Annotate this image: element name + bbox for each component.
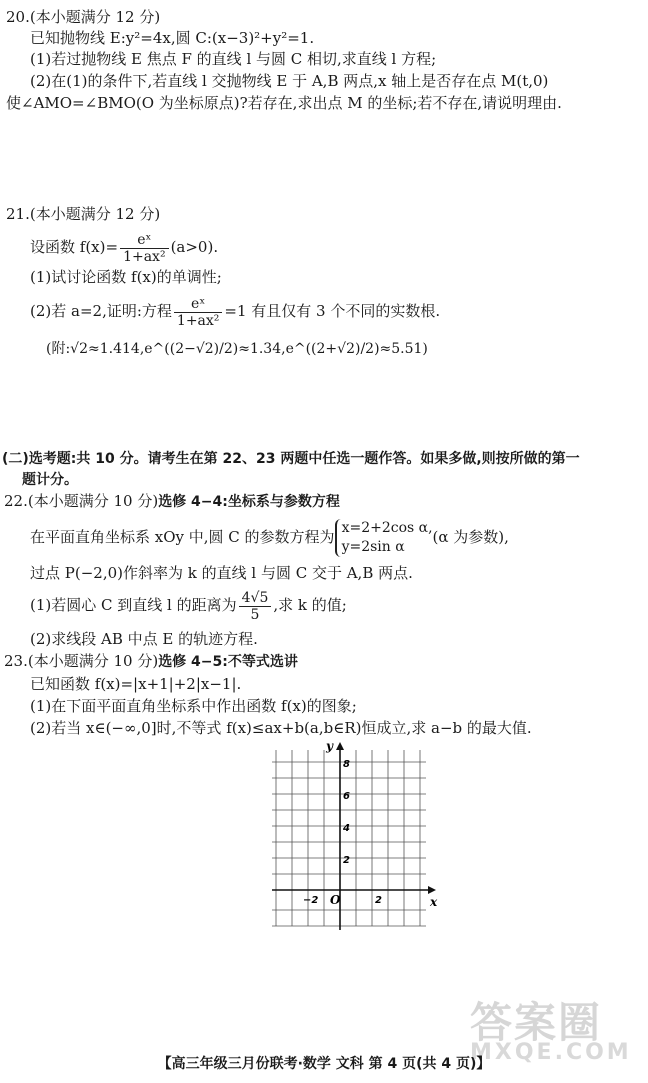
q22-fraction xyxy=(239,590,272,623)
q22-line1-pre: 在平面直角坐标系 xOy 中,圆 C 的参数方程为 xyxy=(30,528,335,546)
x-tick-neg2: −2 xyxy=(303,895,319,906)
q23-heading-topic: 选修 4−5:不等式选讲 xyxy=(158,654,298,670)
section2-line2: 题计分。 xyxy=(22,472,78,488)
q22-line4: (2)求线段 AB 中点 E 的轨迹方程. xyxy=(30,630,258,648)
y-tick-2: 2 xyxy=(343,855,350,866)
watermark-logo: 答案圈 xyxy=(470,998,603,1047)
q21-heading: 21.(本小题满分 12 分) xyxy=(6,205,161,223)
q20-line3: (2)在(1)的条件下,若直线 l 交抛物线 E 于 A,B 两点,x 轴上是否存在点 M(t,0) xyxy=(30,72,549,90)
y-tick-8: 8 xyxy=(343,759,350,770)
q21-line3 xyxy=(30,292,440,330)
y-axis-arrow xyxy=(336,742,344,750)
q21-appendix: (附:√2≈1.414,e^((2−√2)/2)≈1.34,e^((2+√2)/2)≈5.51) xyxy=(46,341,428,357)
y-tick-4: 4 xyxy=(343,823,350,834)
section2-line1: (二)选考题:共 10 分。请考生在第 22、23 两题中任选一题作答。如果多做,则按所做的第一 xyxy=(2,451,580,467)
q22-param-system xyxy=(335,519,433,557)
q22-heading-score: 22.(本小题满分 10 分) xyxy=(4,492,159,510)
q22-frac-num: 4√5 xyxy=(239,590,272,607)
q21-line2: (1)试讨论函数 f(x)的单调性; xyxy=(30,268,222,286)
x-axis-label: x xyxy=(430,895,438,909)
x-tick-2: 2 xyxy=(375,895,382,906)
q22-line3-pre: (1)若圆心 C 到直线 l 的距离为 xyxy=(30,596,237,614)
q21-line1-post: (a>0). xyxy=(170,238,219,256)
grid-svg xyxy=(270,740,440,930)
watermark-url: MXQE.COM xyxy=(470,1040,632,1065)
q21-frac1-num: eˣ xyxy=(120,232,169,249)
q21-frac1-den: 1+ax² xyxy=(123,248,166,265)
coordinate-grid xyxy=(270,740,440,930)
q20-heading: 20.(本小题满分 12 分) xyxy=(6,8,161,26)
x-axis-arrow xyxy=(428,886,436,894)
q23-line3: (2)若当 x∈(−∞,0]时,不等式 f(x)≤ax+b(a,b∈R)恒成立,求 a−b 的最大值. xyxy=(30,719,532,737)
y-axis-label: y xyxy=(326,740,333,753)
q22-param-x: x=2+2cos α, xyxy=(341,520,433,536)
q22-line1-post: (α 为参数), xyxy=(432,528,509,546)
q21-frac2-num: eˣ xyxy=(174,296,223,313)
q22-line3 xyxy=(30,586,347,624)
q23-line2: (1)在下面平面直角坐标系中作出函数 f(x)的图象; xyxy=(30,697,357,715)
origin-label: O xyxy=(330,893,341,907)
page-footer: 【高三年级三月份联考·数学 文科 第 4 页(共 4 页)】 xyxy=(157,1056,491,1072)
q21-fraction-2 xyxy=(174,296,223,329)
q21-line1 xyxy=(30,228,218,266)
q23-heading xyxy=(4,652,298,671)
q21-line1-pre: 设函数 f(x)= xyxy=(30,238,119,256)
q23-heading-score: 23.(本小题满分 10 分) xyxy=(4,652,159,670)
q22-param-y: y=2sin α xyxy=(341,539,405,555)
q22-heading-topic: 选修 4−4:坐标系与参数方程 xyxy=(158,494,340,510)
q20-line2: (1)若过抛物线 E 焦点 F 的直线 l 与圆 C 相切,求直线 l 方程; xyxy=(30,50,437,68)
q20-line1: 已知抛物线 E:y²=4x,圆 C:(x−3)²+y²=1. xyxy=(30,29,315,47)
q22-line1 xyxy=(30,516,509,558)
y-tick-6: 6 xyxy=(343,791,350,802)
q21-line3-post: =1 有且仅有 3 个不同的实数根. xyxy=(224,302,441,320)
q21-line3-pre: (2)若 a=2,证明:方程 xyxy=(30,302,172,320)
q22-line3-post: ,求 k 的值; xyxy=(273,596,347,614)
q22-heading xyxy=(4,492,340,511)
q23-line1: 已知函数 f(x)=|x+1|+2|x−1|. xyxy=(30,675,242,693)
grid-lines xyxy=(272,750,426,926)
q21-frac2-den: 1+ax² xyxy=(176,312,220,329)
q22-line2: 过点 P(−2,0)作斜率为 k 的直线 l 与圆 C 交于 A,B 两点. xyxy=(30,564,413,582)
q22-frac-den: 5 xyxy=(250,606,260,623)
q20-line4: 使∠AMO=∠BMO(O 为坐标原点)?若存在,求出点 M 的坐标;若不存在,请说明理由. xyxy=(6,94,562,112)
q21-fraction-1 xyxy=(120,232,169,265)
